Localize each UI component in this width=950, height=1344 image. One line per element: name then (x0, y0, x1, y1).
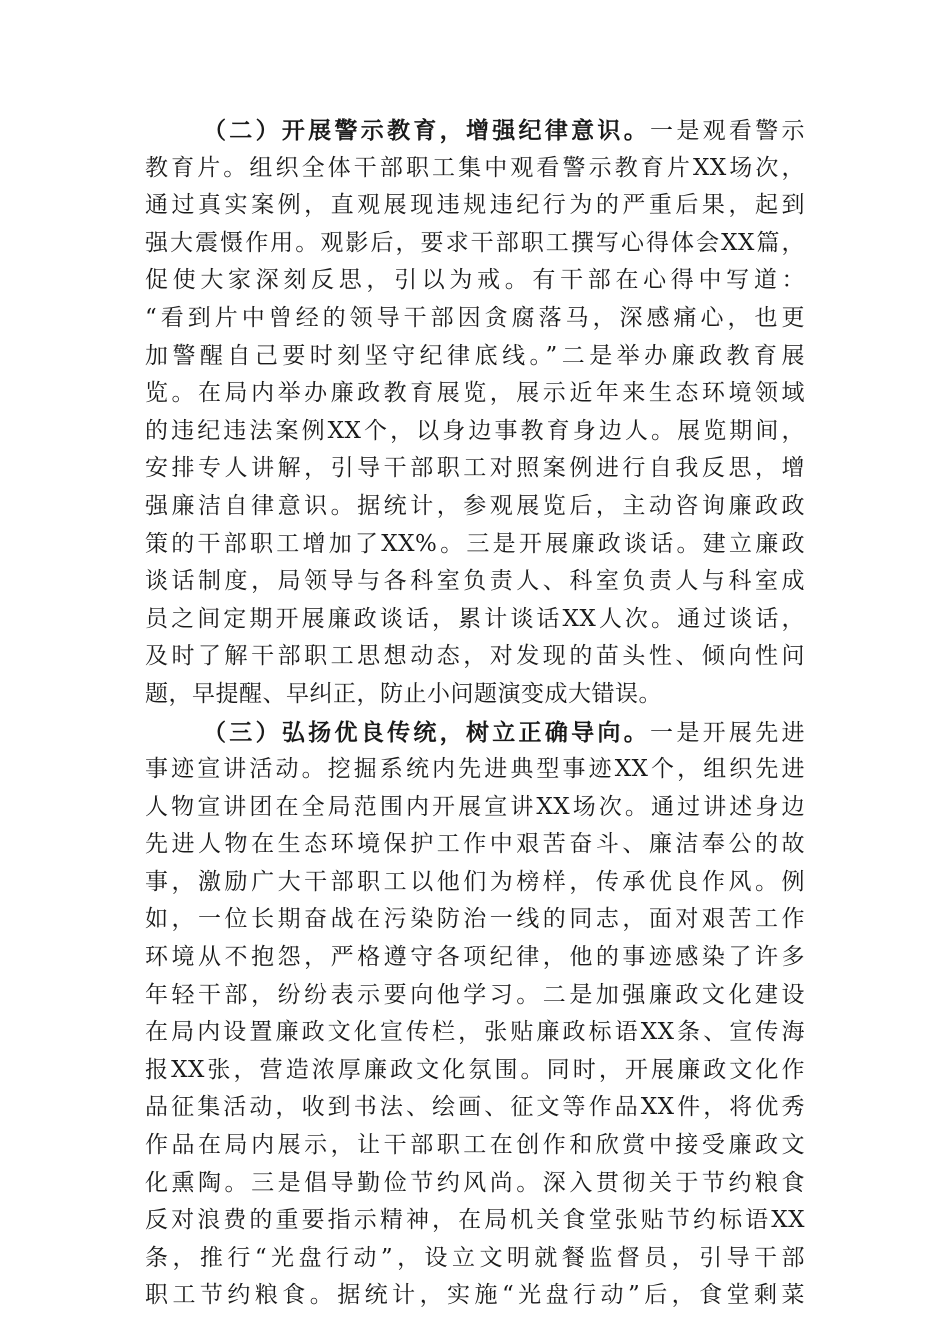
text-line: 促使大家深刻反思，引以为戒。有干部在心得中写道： (145, 267, 805, 294)
text-line: 加警醒自己要时刻坚守纪律底线。”二是举办廉政教育展 (145, 342, 805, 369)
text-line: 年轻干部，纷纷表示要向他学习。二是加强廉政文化建设 (145, 981, 805, 1008)
text-line: 作品在局内展示，让干部职工在创作和欣赏中接受廉政文 (145, 1132, 805, 1159)
text-line: 策的干部职工增加了XX%。三是开展廉政谈话。建立廉政 (145, 530, 805, 557)
text-line: 教育片。组织全体干部职工集中观看警示教育片XX场次， (145, 154, 805, 181)
text-line: 反对浪费的重要指示精神，在局机关食堂张贴节约标语XX (145, 1207, 805, 1234)
paragraph-3-heading: （三）弘扬优良传统，树立正确导向。 (203, 718, 651, 746)
paragraph-2-heading: （二）开展警示教育，增强纪律意识。 (203, 117, 651, 144)
text-line: 品征集活动，收到书法、绘画、征文等作品XX件，将优秀 (145, 1094, 805, 1121)
text-line: 在局内设置廉政文化宣传栏，张贴廉政标语XX条、宣传海 (145, 1019, 805, 1046)
text-line: 事，激励广大干部职工以他们为榜样，传承优良作风。例 (145, 868, 805, 895)
text-line: 人物宣讲团在全局范围内开展宣讲XX场次。通过讲述身边 (145, 793, 805, 820)
text-line: 化熏陶。三是倡导勤俭节约风尚。深入贯彻关于节约粮食 (145, 1169, 805, 1196)
text-line: 通过真实案例，直观展现违规违纪行为的严重后果，起到 (145, 192, 805, 219)
paragraph-2-line-1 (145, 112, 805, 150)
text-line: 环境从不抱怨，严格遵守各项纪律，他的事迹感染了许多 (145, 944, 805, 971)
text-line: 条，推行“光盘行动”，设立文明就餐监督员，引导干部 (145, 1244, 805, 1271)
text-line: “看到片中曾经的领导干部因贪腐落马，深感痛心，也更 (145, 304, 805, 331)
text-line: 事迹宣讲活动。挖掘系统内先进典型事迹XX个，组织先进 (145, 756, 805, 783)
text-line: 安排专人讲解，引导干部职工对照案例进行自我反思，增 (145, 455, 805, 482)
text-line: 览。在局内举办廉政教育展览，展示近年来生态环境领域 (145, 380, 805, 407)
text-line: 强大震慑作用。观影后，要求干部职工撰写心得体会XX篇， (145, 229, 805, 256)
text-line: 报XX张，营造浓厚廉政文化氛围。同时，开展廉政文化作 (145, 1056, 805, 1083)
paragraph-3-line-1 (145, 714, 805, 752)
text-line: 强廉洁自律意识。据统计，参观展览后，主动咨询廉政政 (145, 492, 805, 519)
text-line: 的违纪违法案例XX个，以身边事教育身边人。展览期间， (145, 417, 805, 444)
text-line: 如，一位长期奋战在污染防治一线的同志，面对艰苦工作 (145, 906, 805, 933)
text-line: 题，早提醒、早纠正，防止小问题演变成大错误。 (145, 680, 662, 707)
text-line: 职工节约粮食。据统计，实施“光盘行动”后，食堂剩菜 (145, 1282, 805, 1309)
text-line: 员之间定期开展廉政谈话，累计谈话XX人次。通过谈话， (145, 605, 805, 632)
paragraph-3-text: 一是开展先进 (650, 719, 806, 746)
text-line: 及时了解干部职工思想动态，对发现的苗头性、倾向性问 (145, 643, 805, 670)
paragraph-2-text: 一是观看警示 (650, 118, 806, 144)
document-body (145, 112, 805, 1315)
text-line: 先进人物在生态环境保护工作中艰苦奋斗、廉洁奉公的故 (145, 831, 805, 858)
text-line: 谈话制度，局领导与各科室负责人、科室负责人与科室成 (145, 568, 805, 595)
